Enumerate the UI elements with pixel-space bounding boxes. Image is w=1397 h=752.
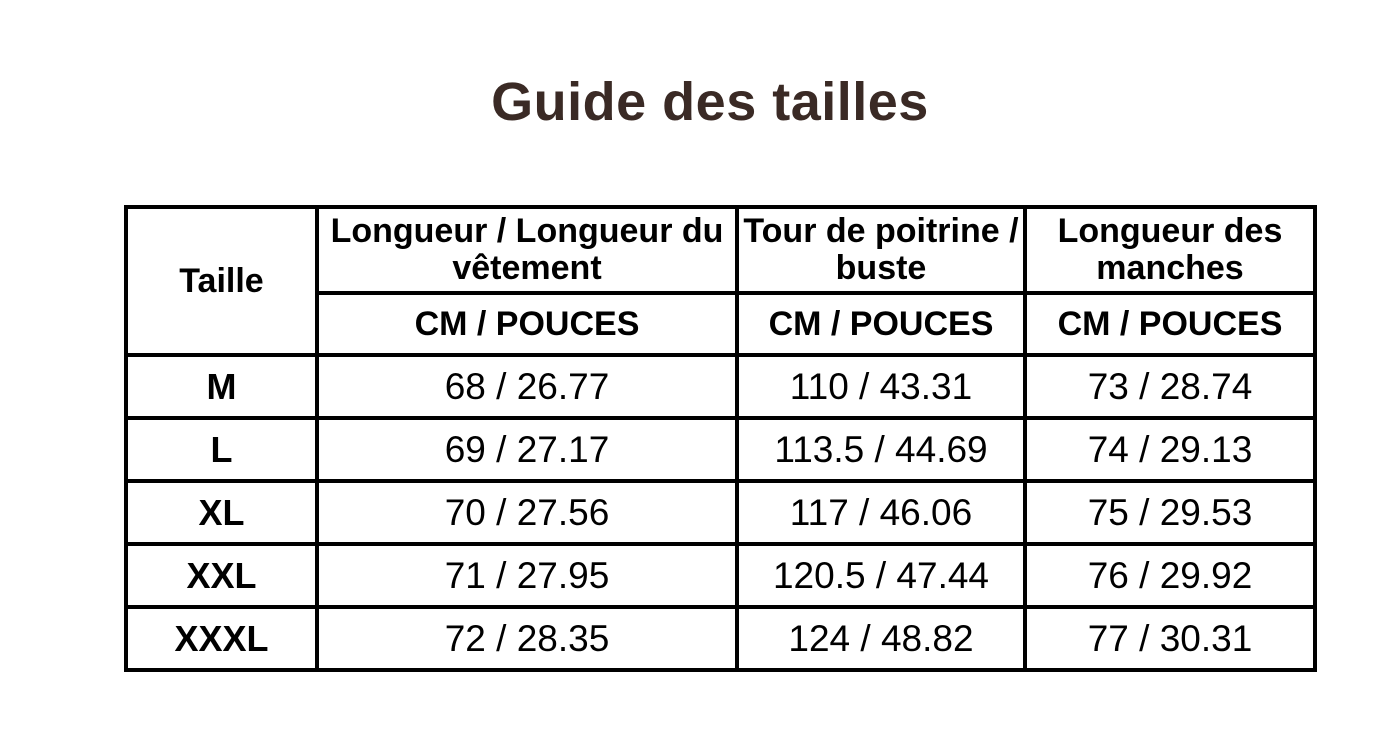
table-row: [126, 418, 1315, 481]
length-value: 71 / 27.95: [317, 544, 737, 607]
chest-value: 120.5 / 47.44: [737, 544, 1025, 607]
table-row: [126, 544, 1315, 607]
unit-label-chest: CM / POUCES: [737, 293, 1025, 355]
size-label: M: [126, 355, 317, 418]
size-label: XXL: [126, 544, 317, 607]
table-row: [126, 355, 1315, 418]
column-header-chest: Tour de poitrine / buste: [737, 207, 1025, 293]
chest-value: 110 / 43.31: [737, 355, 1025, 418]
sleeve-value: 76 / 29.92: [1025, 544, 1315, 607]
column-header-length: Longueur / Longueur du vêtement: [317, 207, 737, 293]
chest-value: 124 / 48.82: [737, 607, 1025, 670]
length-value: 70 / 27.56: [317, 481, 737, 544]
chest-value: 113.5 / 44.69: [737, 418, 1025, 481]
size-label: XL: [126, 481, 317, 544]
sleeve-value: 74 / 29.13: [1025, 418, 1315, 481]
page-title: Guide des tailles: [491, 72, 929, 132]
sleeve-value: 75 / 29.53: [1025, 481, 1315, 544]
size-label: L: [126, 418, 317, 481]
chest-value: 117 / 46.06: [737, 481, 1025, 544]
size-chart-table: [124, 205, 1317, 672]
length-value: 68 / 26.77: [317, 355, 737, 418]
column-header-sleeve: Longueur des manches: [1025, 207, 1315, 293]
unit-label-sleeve: CM / POUCES: [1025, 293, 1315, 355]
table-header-row: [126, 207, 1315, 293]
size-label: XXXL: [126, 607, 317, 670]
table-row: [126, 607, 1315, 670]
length-value: 69 / 27.17: [317, 418, 737, 481]
sleeve-value: 73 / 28.74: [1025, 355, 1315, 418]
length-value: 72 / 28.35: [317, 607, 737, 670]
sleeve-value: 77 / 30.31: [1025, 607, 1315, 670]
size-column-header: Taille: [126, 207, 317, 355]
table-row: [126, 481, 1315, 544]
unit-label-length: CM / POUCES: [317, 293, 737, 355]
